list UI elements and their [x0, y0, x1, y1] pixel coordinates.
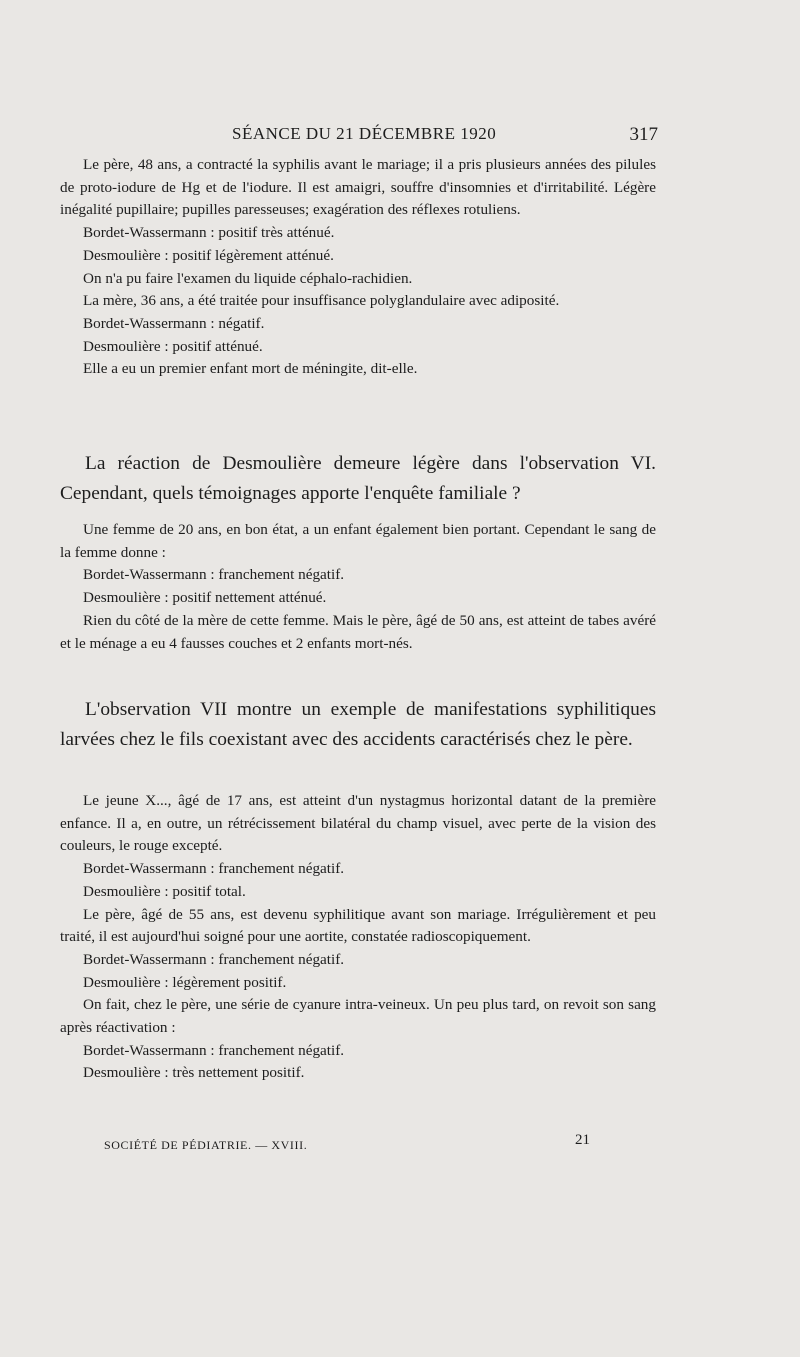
paragraph: L'observation VII montre un exemple de manifestations syphilitiques larvées chez le fils coexistant avec des accidents caractérisés chez le père. [60, 699, 656, 750]
paragraph: Desmoulière : très nettement positif. [83, 1064, 305, 1082]
paragraph: Elle a eu un premier enfant mort de méningite, dit-elle. [83, 360, 418, 378]
page-number: 317 [629, 124, 658, 145]
paragraph: Desmoulière : positif légèrement atténué. [83, 246, 334, 264]
paragraph: Le père, 48 ans, a contracté la syphilis avant le mariage; il a pris plusieurs années des pilules de proto-iodure de Hg et de l'iodure. Il est amaigri, souffre d'insomnies et d'irritabilité. Légère inégalité pupillaire; pupilles paresseuses; exagération des réflexes rotuliens. [60, 156, 656, 219]
running-header [88, 124, 658, 148]
page-footer [104, 1132, 604, 1162]
paragraph: Bordet-Wassermann : franchement négatif. [83, 566, 345, 584]
commentary-vi [60, 449, 656, 509]
paragraph: Desmoulière : légèrement positif. [83, 973, 287, 991]
paragraph: Desmoulière : positif nettement atténué. [83, 589, 327, 607]
signature-mark: 21 [575, 1132, 590, 1148]
case-vi-details [60, 154, 656, 381]
paragraph: Rien du côté de la mère de cette femme. Mais le père, âgé de 50 ans, est atteint de tabes avéré et le ménage a eu 4 fausses couches et 2 enfants mort-nés. [60, 611, 656, 652]
paragraph: Une femme de 20 ans, en bon état, a un enfant également bien portant. Cependant le sang de la femme donne : [60, 521, 656, 561]
paragraph: Desmoulière : positif atténué. [83, 337, 263, 355]
running-title: SÉANCE DU 21 DÉCEMBRE 1920 [232, 124, 497, 143]
paragraph: La réaction de Desmoulière demeure légère dans l'observation VI. Cependant, quels témoignages apporte l'enquête familiale ? [60, 453, 656, 504]
paragraph: Le père, âgé de 55 ans, est devenu syphilitique avant son mariage. Irrégulièrement et peu traité, il est aujourd'hui soigné pour une aortite, constatée radioscopiquement. [60, 905, 656, 946]
paragraph: Bordet-Wassermann : franchement négatif. [83, 1041, 345, 1059]
case-vi-family [60, 519, 656, 655]
case-vii-details [60, 790, 656, 1085]
paragraph: Bordet-Wassermann : franchement négatif. [83, 950, 345, 968]
paragraph: La mère, 36 ans, a été traitée pour insuffisance polyglandulaire avec adiposité. [83, 292, 560, 310]
paragraph: On fait, chez le père, une série de cyanure intra-veineux. Un peu plus tard, on revoit son sang après réactivation : [60, 996, 656, 1037]
paragraph: On n'a pu faire l'examen du liquide céphalo-rachidien. [83, 269, 413, 287]
paragraph: Bordet-Wassermann : franchement négatif. [83, 860, 345, 878]
paragraph: Le jeune X..., âgé de 17 ans, est atteint d'un nystagmus horizontal datant de la première enfance. Il a, en outre, un rétrécissement bilatéral du champ visuel, avec perte de la vision des couleurs, le rouge excepté. [60, 792, 656, 855]
paragraph: Bordet-Wassermann : positif très atténué. [83, 224, 335, 242]
paragraph: Bordet-Wassermann : négatif. [83, 314, 265, 332]
journal-line: SOCIÉTÉ DE PÉDIATRIE. — XVIII. [104, 1138, 308, 1152]
paragraph: Desmoulière : positif total. [83, 882, 246, 900]
commentary-vii [60, 695, 656, 755]
